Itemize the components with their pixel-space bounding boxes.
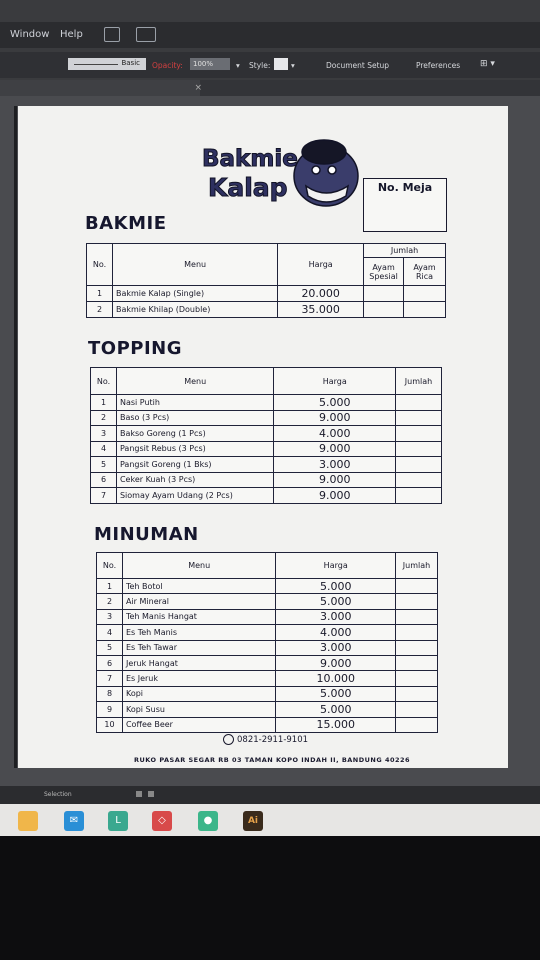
cell-no: 4 bbox=[97, 625, 123, 640]
cell-jumlah bbox=[396, 488, 442, 504]
no-meja-box bbox=[363, 178, 447, 232]
address: RUKO PASAR SEGAR RB 03 TAMAN KOPO INDAH II, BANDUNG 40226 bbox=[134, 756, 411, 764]
col-header-harga: Harga bbox=[278, 244, 364, 286]
table-row bbox=[97, 625, 438, 640]
cell-menu: Bakmie Khilap (Double) bbox=[112, 302, 277, 318]
opacity-input[interactable]: 100% bbox=[190, 58, 230, 70]
play-icon[interactable] bbox=[136, 791, 142, 797]
cell-jumlah bbox=[404, 302, 446, 318]
col-header-no: No. bbox=[91, 368, 117, 395]
col-header-ayam-spesial: Ayam Spesial bbox=[364, 258, 404, 286]
cell-harga: 3.000 bbox=[276, 640, 396, 655]
phone-text: 0821-2911-9101 bbox=[237, 735, 309, 745]
cell-harga: 9.000 bbox=[274, 488, 396, 504]
cell-no: 1 bbox=[87, 286, 113, 302]
cell-no: 9 bbox=[97, 702, 123, 717]
close-icon[interactable]: × bbox=[194, 83, 202, 93]
cell-no: 1 bbox=[97, 579, 123, 594]
table-row bbox=[91, 441, 442, 457]
menu-window[interactable]: Window bbox=[10, 29, 50, 40]
cell-menu: Es Teh Manis bbox=[122, 625, 275, 640]
cell-menu: Teh Manis Hangat bbox=[122, 609, 275, 624]
cell-harga: 5.000 bbox=[276, 594, 396, 609]
cell-menu: Baso (3 Pcs) bbox=[116, 410, 273, 426]
opacity-label[interactable]: Opacity: bbox=[152, 61, 183, 70]
col-header-menu: Menu bbox=[116, 368, 273, 395]
bridge-icon[interactable] bbox=[104, 27, 120, 42]
bakmie-kalap-logo bbox=[198, 136, 373, 212]
cell-menu: Bakso Goreng (1 Pcs) bbox=[116, 426, 273, 442]
cell-jumlah bbox=[396, 594, 438, 609]
table-row bbox=[87, 302, 446, 318]
canvas[interactable] bbox=[0, 96, 540, 786]
cell-jumlah bbox=[364, 302, 404, 318]
table-row bbox=[91, 488, 442, 504]
section-title-minuman: MINUMAN bbox=[94, 524, 199, 545]
cell-harga: 10.000 bbox=[276, 671, 396, 686]
cell-no: 7 bbox=[97, 671, 123, 686]
cell-no: 3 bbox=[97, 609, 123, 624]
cell-no: 5 bbox=[91, 457, 117, 473]
table-row bbox=[97, 717, 438, 732]
cell-harga: 9.000 bbox=[274, 472, 396, 488]
section-title-bakmie: BAKMIE bbox=[85, 213, 167, 234]
phone-number bbox=[223, 734, 308, 745]
cell-jumlah bbox=[396, 441, 442, 457]
taskbar bbox=[0, 804, 540, 836]
table-row bbox=[97, 579, 438, 594]
current-tool-label: Selection bbox=[44, 791, 72, 798]
cell-menu: Nasi Putih bbox=[116, 395, 273, 411]
cell-menu: Es Jeruk bbox=[122, 671, 275, 686]
cell-no: 10 bbox=[97, 717, 123, 732]
col-header-harga: Harga bbox=[274, 368, 396, 395]
menu-bar bbox=[0, 22, 540, 48]
cell-jumlah bbox=[396, 717, 438, 732]
table-row bbox=[91, 426, 442, 442]
cell-menu: Bakmie Kalap (Single) bbox=[112, 286, 277, 302]
cell-menu: Ceker Kuah (3 Pcs) bbox=[116, 472, 273, 488]
cell-harga: 15.000 bbox=[276, 717, 396, 732]
cell-no: 2 bbox=[97, 594, 123, 609]
cell-jumlah bbox=[396, 472, 442, 488]
topping-table bbox=[90, 367, 442, 504]
cell-jumlah bbox=[396, 457, 442, 473]
table-row bbox=[97, 686, 438, 701]
table-row bbox=[97, 594, 438, 609]
table-row bbox=[91, 410, 442, 426]
artboard[interactable] bbox=[18, 106, 508, 768]
cell-harga: 4.000 bbox=[276, 625, 396, 640]
table-row bbox=[97, 671, 438, 686]
col-header-ayam-rica: Ayam Rica bbox=[404, 258, 446, 286]
cell-harga: 5.000 bbox=[276, 579, 396, 594]
col-header-jumlah: Jumlah bbox=[364, 244, 446, 258]
cell-jumlah bbox=[396, 702, 438, 717]
cell-no: 6 bbox=[97, 655, 123, 670]
mail-icon[interactable]: ✉ bbox=[64, 811, 84, 831]
cell-harga: 9.000 bbox=[274, 441, 396, 457]
file-explorer-icon[interactable] bbox=[18, 811, 38, 831]
cell-jumlah bbox=[364, 286, 404, 302]
col-header-no: No. bbox=[87, 244, 113, 286]
arrange-icon[interactable]: ⊞ ▾ bbox=[480, 59, 495, 69]
cell-jumlah bbox=[396, 655, 438, 670]
cell-harga: 5.000 bbox=[276, 702, 396, 717]
cell-jumlah bbox=[396, 671, 438, 686]
cell-menu: Kopi bbox=[122, 686, 275, 701]
table-row bbox=[91, 472, 442, 488]
col-header-jumlah: Jumlah bbox=[396, 368, 442, 395]
cell-jumlah bbox=[396, 640, 438, 655]
cell-no: 2 bbox=[91, 410, 117, 426]
table-row bbox=[97, 640, 438, 655]
chevron-down-icon[interactable]: ▾ bbox=[291, 61, 295, 70]
cell-no: 7 bbox=[91, 488, 117, 504]
table-row bbox=[97, 702, 438, 717]
cell-no: 1 bbox=[91, 395, 117, 411]
chevron-down-icon[interactable]: ▾ bbox=[236, 61, 240, 70]
graphic-style-swatch[interactable] bbox=[274, 58, 288, 70]
cell-no: 5 bbox=[97, 640, 123, 655]
preferences-button[interactable]: Preferences bbox=[416, 61, 461, 70]
cell-jumlah bbox=[396, 686, 438, 701]
cell-jumlah bbox=[396, 625, 438, 640]
cell-jumlah bbox=[396, 426, 442, 442]
monitor-bezel bbox=[0, 836, 540, 960]
arrange-documents-icon[interactable] bbox=[136, 27, 156, 42]
cell-menu: Jeruk Hangat bbox=[122, 655, 275, 670]
logo-text-line1: Bakmie bbox=[202, 146, 298, 172]
document-tab[interactable] bbox=[0, 80, 200, 96]
stroke-style-dropdown[interactable]: Basic bbox=[68, 58, 146, 70]
cell-menu: Es Teh Tawar bbox=[122, 640, 275, 655]
style-label: Style: bbox=[249, 61, 271, 70]
no-meja-label: No. Meja bbox=[377, 181, 433, 194]
status-bar bbox=[0, 786, 540, 804]
app-shield-icon[interactable]: ◇ bbox=[152, 811, 172, 831]
illustrator-icon[interactable]: Ai bbox=[243, 811, 263, 831]
cell-jumlah bbox=[396, 395, 442, 411]
cell-harga: 4.000 bbox=[274, 426, 396, 442]
cell-menu: Pangsit Rebus (3 Pcs) bbox=[116, 441, 273, 457]
cell-menu: Siomay Ayam Udang (2 Pcs) bbox=[116, 488, 273, 504]
artboard-edge bbox=[14, 106, 17, 768]
document-setup-button[interactable]: Document Setup bbox=[326, 61, 390, 70]
table-row bbox=[91, 395, 442, 411]
bakmie-table bbox=[86, 243, 446, 318]
cell-menu: Kopi Susu bbox=[122, 702, 275, 717]
cell-harga: 3.000 bbox=[276, 609, 396, 624]
cell-no: 3 bbox=[91, 426, 117, 442]
whatsapp-icon bbox=[223, 734, 234, 745]
menu-help[interactable]: Help bbox=[60, 29, 83, 40]
minuman-table bbox=[96, 552, 438, 733]
col-header-harga: Harga bbox=[276, 553, 396, 579]
cell-jumlah bbox=[396, 410, 442, 426]
cell-menu: Coffee Beer bbox=[122, 717, 275, 732]
table-row bbox=[87, 286, 446, 302]
cell-harga: 5.000 bbox=[276, 686, 396, 701]
cell-harga: 9.000 bbox=[274, 410, 396, 426]
document-tab-bar bbox=[0, 80, 540, 96]
table-row bbox=[97, 609, 438, 624]
app-l-icon[interactable]: L bbox=[108, 811, 128, 831]
cell-menu: Pangsit Goreng (1 Bks) bbox=[116, 457, 273, 473]
cell-harga: 20.000 bbox=[278, 286, 364, 302]
col-header-menu: Menu bbox=[112, 244, 277, 286]
table-row bbox=[91, 457, 442, 473]
cell-jumlah bbox=[396, 609, 438, 624]
cell-harga: 3.000 bbox=[274, 457, 396, 473]
cell-no: 8 bbox=[97, 686, 123, 701]
section-title-topping: TOPPING bbox=[88, 338, 183, 359]
cell-menu: Teh Botol bbox=[122, 579, 275, 594]
cell-harga: 35.000 bbox=[278, 302, 364, 318]
col-header-menu: Menu bbox=[122, 553, 275, 579]
cell-jumlah bbox=[396, 579, 438, 594]
col-header-jumlah: Jumlah bbox=[396, 553, 438, 579]
cell-jumlah bbox=[404, 286, 446, 302]
cell-harga: 5.000 bbox=[274, 395, 396, 411]
app-circle-icon[interactable]: ● bbox=[198, 811, 218, 831]
logo-text-line2: Kalap bbox=[208, 173, 288, 202]
table-row bbox=[97, 655, 438, 670]
cell-harga: 9.000 bbox=[276, 655, 396, 670]
control-bar bbox=[0, 52, 540, 78]
back-icon[interactable] bbox=[148, 791, 154, 797]
cell-no: 6 bbox=[91, 472, 117, 488]
cell-menu: Air Mineral bbox=[122, 594, 275, 609]
cell-no: 2 bbox=[87, 302, 113, 318]
col-header-no: No. bbox=[97, 553, 123, 579]
cell-no: 4 bbox=[91, 441, 117, 457]
